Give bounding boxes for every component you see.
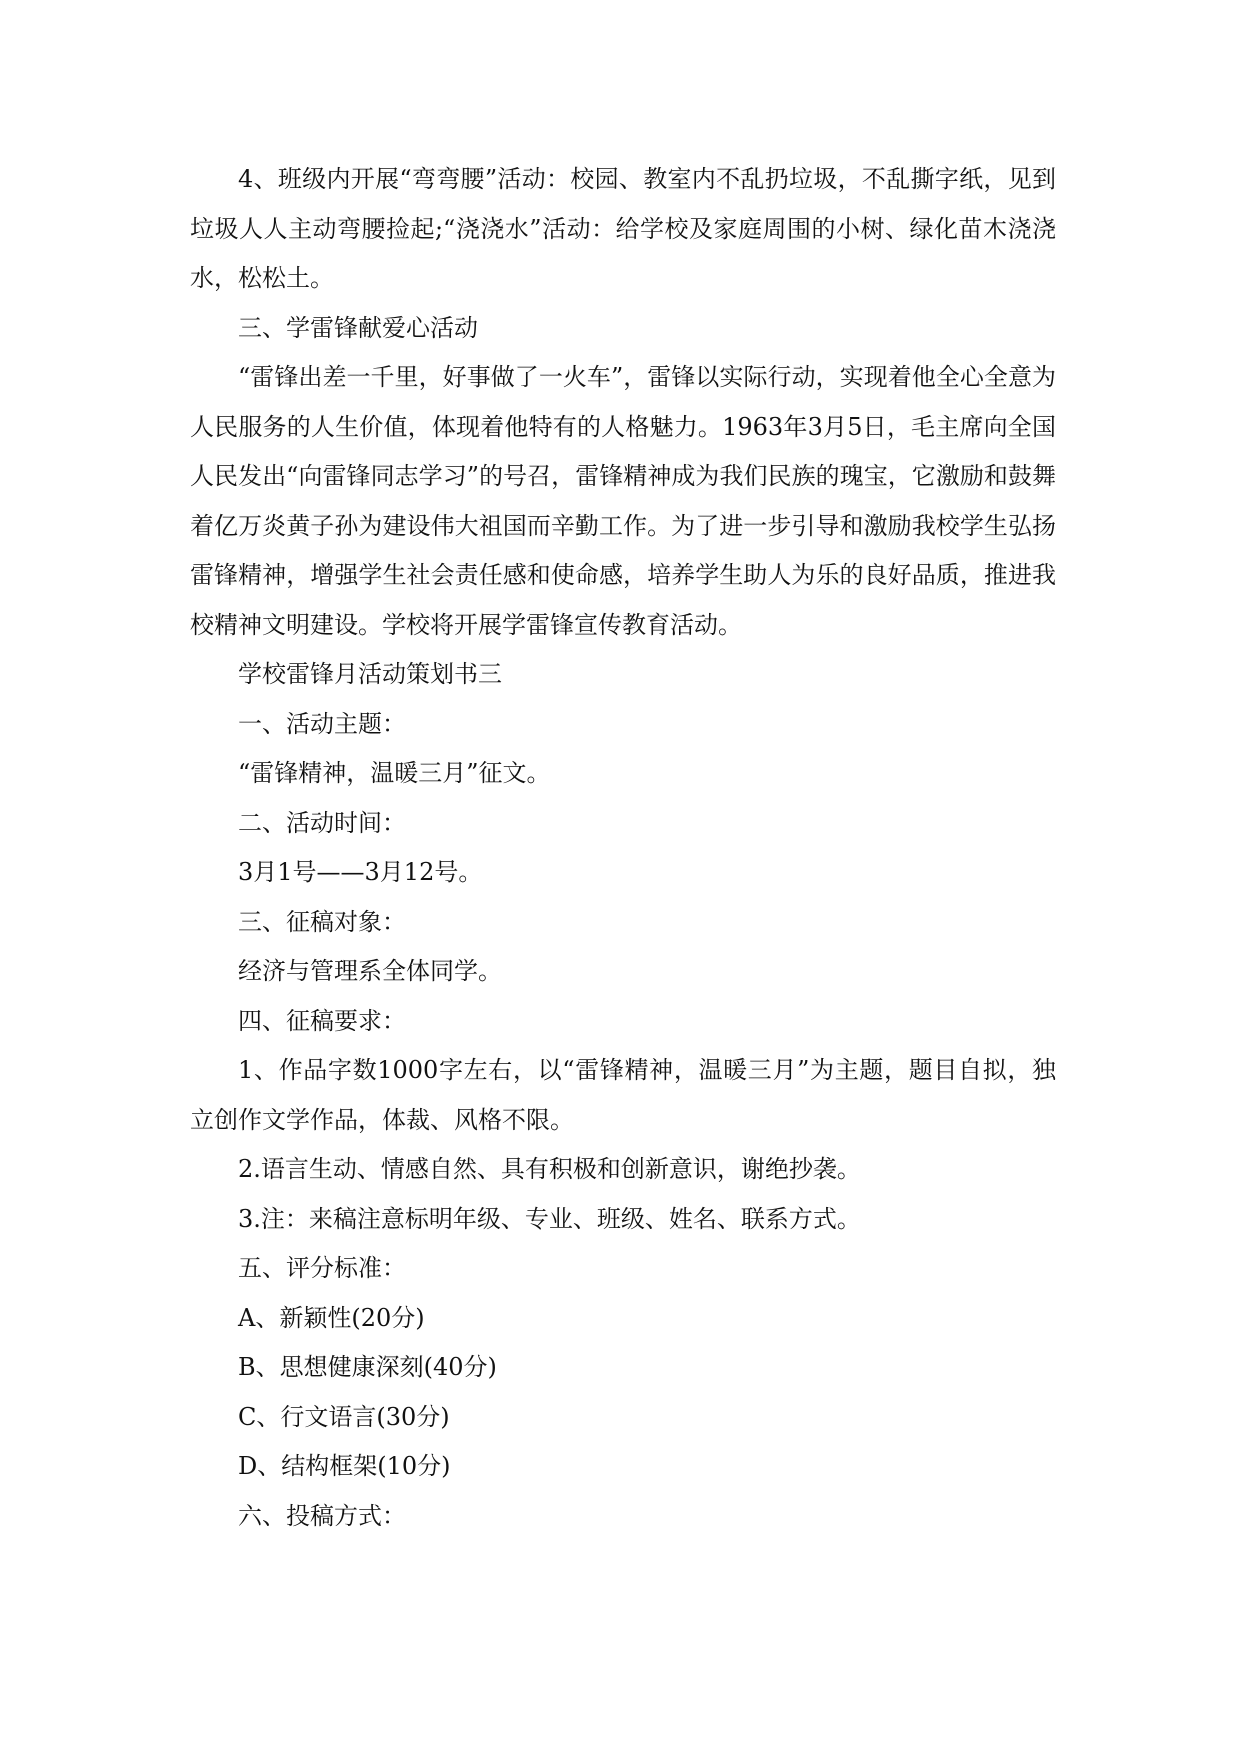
section-heading-time: 二、活动时间： [238,808,406,837]
paragraph-weiwanyao-activity: 4、班级内开展“弯弯腰”活动：校园、教室内不乱扔垃圾，不乱撕字纸，见到垃圾人人主动弯腰捡起;“浇浇水”活动：给学校及家庭周围的小树、绿化苗木浇浇水，松松土。 [190,165,1056,292]
section-heading-scoring: 五、评分标准： [238,1254,406,1282]
section-heading-submission: 六、投稿方式： [238,1501,406,1530]
scoring-item-a: A、新颖性(20分) [238,1303,425,1332]
section-heading-theme: 一、活动主题： [238,709,406,738]
plan-title-three: 学校雷锋月活动策划书三 [238,660,502,688]
document-body [190,155,1056,1541]
theme-text: “雷锋精神，温暖三月”征文。 [238,759,551,787]
scoring-item-d: D、结构框架(10分) [238,1452,451,1480]
requirement-1: 1、作品字数1000字左右，以“雷锋精神，温暖三月”为主题，题目自拟，独立创作文学作品，体裁、风格不限。 [190,1056,1056,1134]
section-heading-xueleifeng-aixin: 三、学雷锋献爱心活动 [238,313,478,342]
requirement-3: 3.注：来稿注意标明年级、专业、班级、姓名、联系方式。 [238,1204,861,1233]
section-heading-requirements: 四、征稿要求： [238,1006,406,1035]
paragraph-leifeng-spirit: “雷锋出差一千里，好事做了一火车”，雷锋以实际行动，实现着他全心全意为人民服务的人生价值，体现着他特有的人格魅力。1963年3月5日，毛主席向全国人民发出“向雷锋同志学习”的号召，雷锋精神成为我们民族的瑰宝，它激励和鼓舞着亿万炎黄子孙为建设伟大祖国而辛勤工作。为了进一步引导和激励我校学生弘扬雷锋精神，增强学生社会责任感和使命感，培养学生助人为乐的良好品质，推进我校精神文明建设。学校将开展学雷锋宣传教育活动。 [190,363,1056,639]
requirement-2: 2.语言生动、情感自然、具有积极和创新意识，谢绝抄袭。 [238,1155,861,1183]
section-heading-audience: 三、征稿对象： [238,907,406,936]
scoring-item-b: B、思想健康深刻(40分) [238,1353,497,1381]
scoring-item-c: C、行文语言(30分) [238,1402,450,1431]
audience-text: 经济与管理系全体同学。 [238,957,502,985]
time-text: 3月1号——3月12号。 [238,858,483,886]
